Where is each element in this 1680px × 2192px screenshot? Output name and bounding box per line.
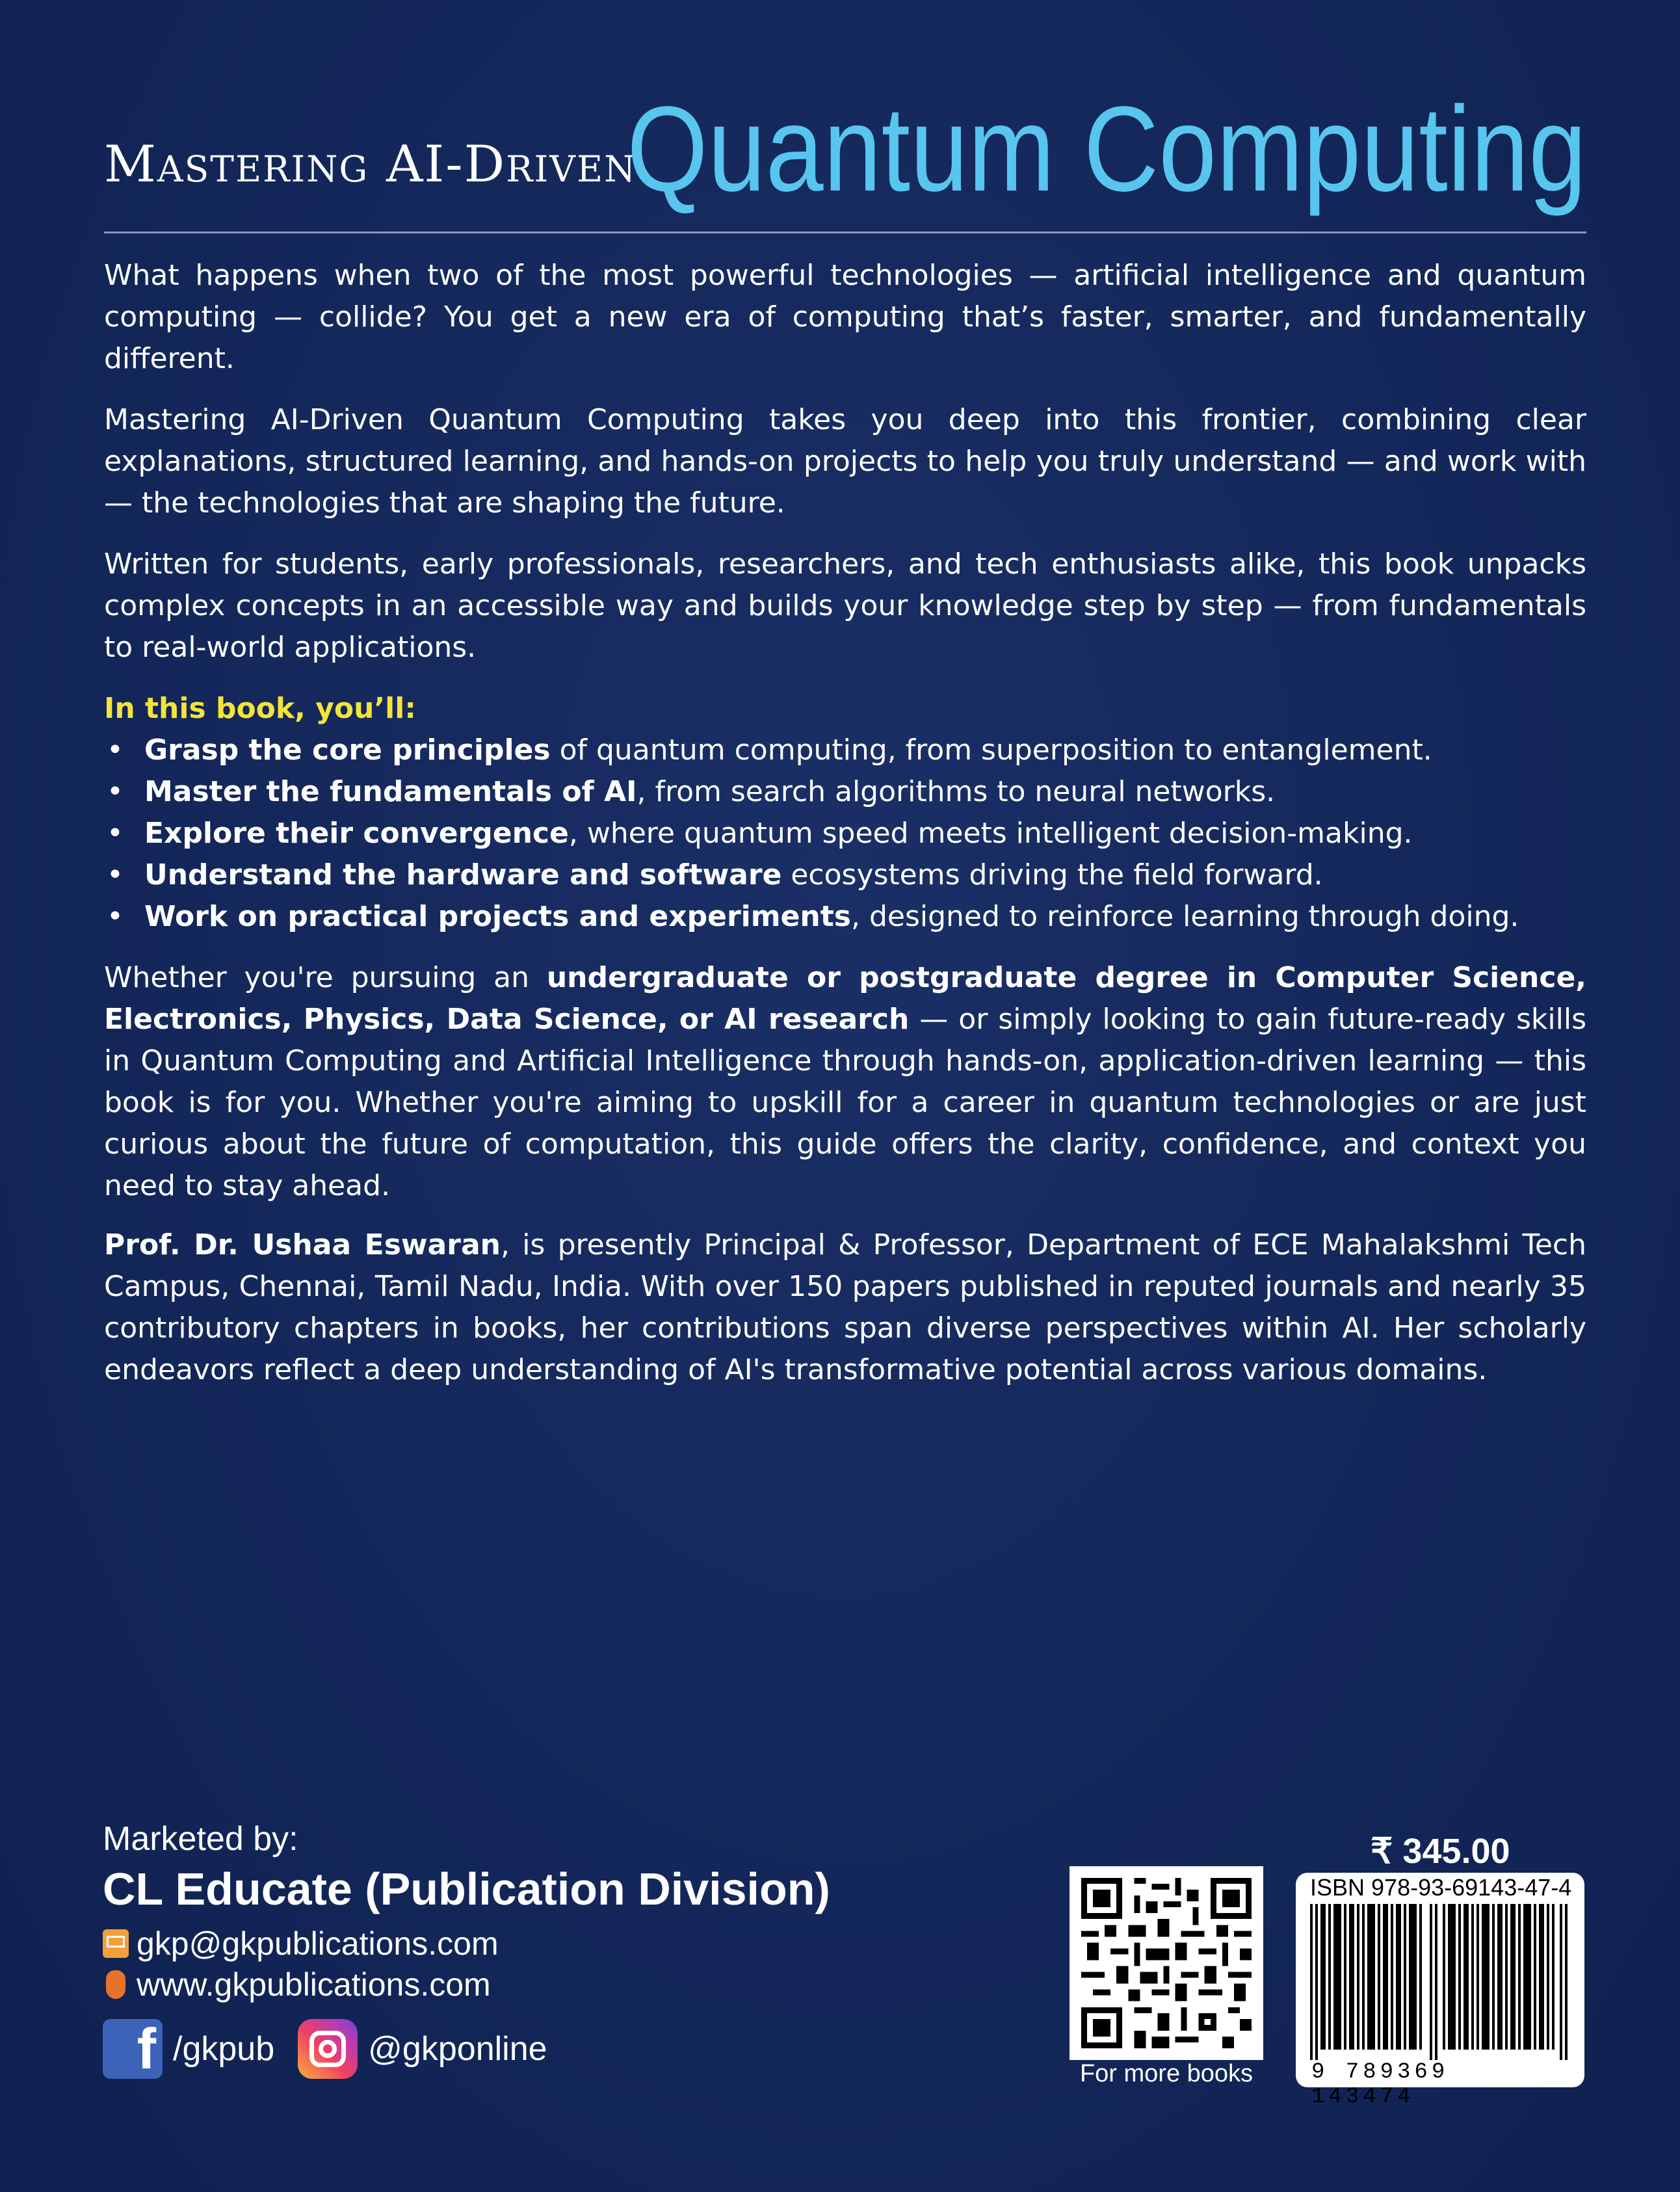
instagram-icon [298, 2019, 358, 2079]
title-main: Quantum Computing [627, 82, 1586, 217]
email-contact [103, 1925, 499, 1962]
list-item [104, 730, 1586, 771]
blurb [104, 255, 1586, 1226]
feature-list [104, 730, 1586, 938]
list-item-text: , from search algorithms to neural networks. [637, 775, 1276, 808]
author-bio [104, 1224, 1586, 1391]
email-text[interactable]: gkp@gkpublications.com [137, 1925, 499, 1962]
list-item [104, 813, 1586, 854]
facebook-handle[interactable]: /gkpub [173, 2030, 275, 2068]
title-divider [104, 231, 1586, 233]
website-text[interactable]: www.gkpublications.com [137, 1966, 491, 2003]
audience-paragraph [104, 957, 1586, 1207]
bullet-icon: • [107, 733, 124, 767]
audience-rest: — or simply looking to gain future-ready skills in Quantum Computing and Artificial Intelligence through hands-on, application-driven learning — this book is for you. Whether you're aiming to upskill for a career in quantum technologies or are just curious about the future of computation, this guide offers the clarity, confidence, and context you need to stay ahead. [104, 1003, 1587, 1202]
bullet-icon: • [107, 858, 124, 891]
list-item-text: ecosystems driving the field forward. [781, 858, 1323, 891]
qr-code-icon [1081, 1878, 1252, 2048]
list-item-bold: Explore their convergence [144, 817, 569, 850]
list-heading: In this book, you’ll: [104, 692, 416, 725]
email-icon [103, 1929, 129, 1958]
bullet-icon: • [107, 775, 124, 808]
instagram-handle[interactable]: @gkponline [368, 2030, 547, 2068]
bullet-icon: • [107, 900, 124, 933]
paragraph-3: Written for students, early professionals, researchers, and tech enthusiasts alike, this book unpacks complex concepts in an accessible way and builds your knowledge step by step — from fundamentals to real-world applications. [104, 548, 1586, 664]
marketed-by-label: Marketed by: [103, 1820, 298, 1858]
barcode-digits: 9 789369 143474 [1311, 2060, 1449, 2109]
facebook-icon: f [103, 2019, 163, 2079]
author-bio-text: , is presently Principal & Professor, Department of ECE Mahalakshmi Tech Campus, Chennai, Tamil Nadu, India. With over 150 papers published in reputed journals and nearly 35 contributory chapters in books, her contributions span diverse perspectives within AI. Her scholarly endeavors reflect a deep understanding of AI's transformative potential across various domains. [104, 1228, 1586, 1386]
list-item-text: , designed to reinforce learning through doing. [850, 900, 1519, 933]
audience-intro: Whether you're pursuing an [104, 961, 547, 994]
mouse-icon [106, 1970, 125, 1999]
list-item-text: of quantum computing, from superposition to entanglement. [550, 733, 1432, 767]
list-item-text: , where quantum speed meets intelligent decision-making. [568, 817, 1413, 850]
qr-label: For more books [1079, 2060, 1253, 2087]
list-item-bold: Grasp the core principles [144, 733, 551, 767]
website-contact [103, 1966, 491, 2003]
isbn-barcode [1296, 1873, 1584, 2109]
social-links [103, 2019, 571, 2079]
barcode-icon [1310, 1904, 1570, 2060]
publisher-name: CL Educate (Publication Division) [103, 1864, 830, 1914]
author-name: Prof. Dr. Ushaa Eswaran [104, 1228, 501, 1261]
price: ₹ 345.00 [1371, 1832, 1510, 1871]
title-prefix: Mastering AI-Driven [104, 135, 637, 194]
list-item [104, 854, 1586, 896]
paragraph-2: Mastering AI-Driven Quantum Computing takes you deep into this frontier, combining clear explanations, structured learning, and hands-on projects to help you truly understand — and work with — the technologies that are shaping the future. [104, 403, 1586, 520]
list-item-bold: Understand the hardware and software [144, 858, 782, 891]
audience-bold: undergraduate or postgraduate degree in Computer Science, Electronics, Physics, Data Science, or AI research [104, 961, 1586, 1036]
list-item [104, 896, 1586, 938]
qr-code [1070, 1866, 1263, 2060]
list-item [104, 771, 1586, 813]
paragraph-1: What happens when two of the most powerful technologies — artificial intelligence and quantum computing — collide? You get a new era of computing that’s faster, smarter, and fundamentally different. [104, 259, 1586, 375]
title [104, 82, 1586, 217]
bullet-icon: • [107, 817, 124, 850]
list-item-bold: Master the fundamentals of AI [144, 775, 637, 808]
list-item-bold: Work on practical projects and experiments [144, 900, 851, 933]
isbn-number: ISBN 978-93-69143-47-4 [1310, 1874, 1572, 1901]
